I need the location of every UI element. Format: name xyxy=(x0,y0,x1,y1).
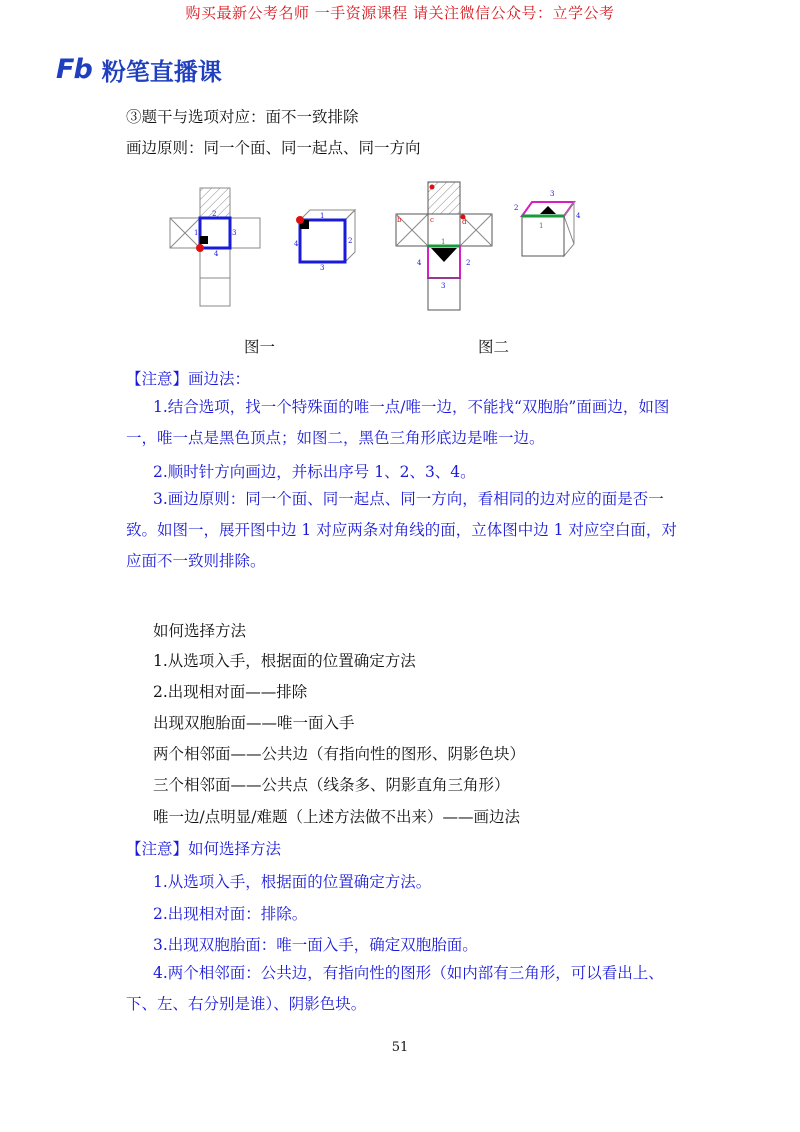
edge-label: 2 xyxy=(212,210,217,218)
method-line: 2.出现相对面——排除 xyxy=(153,683,308,701)
edge-label: 1 xyxy=(441,238,446,246)
note-2-title: 【注意】如何选择方法 xyxy=(126,840,282,858)
edge-label: 2 xyxy=(514,204,519,212)
edge-label: 4 xyxy=(576,212,581,220)
edge-label: 2 xyxy=(466,259,471,267)
figure-2-cube xyxy=(514,190,581,256)
edge-label: 3 xyxy=(550,190,555,198)
note-2-item-3: 3.出现双胞胎面：唯一面入手，确定双胞胎面。 xyxy=(153,936,478,954)
edge-label: 2 xyxy=(348,237,353,245)
note-1-item-3: 3.画边原则：同一个面、同一起点、同一方向，看相同的边对应的面是否一致。如图一，展开图中边 1 对应两条对角线的面，立体图中边 1 对应空白面，对应面不一致则排除。 xyxy=(126,490,677,570)
page-number: 51 xyxy=(391,1040,409,1055)
note-1-title: 【注意】画边法： xyxy=(126,370,251,388)
method-title: 如何选择方法 xyxy=(153,622,247,640)
rule-3: ③题干与选项对应：面不一致排除 xyxy=(126,108,359,126)
edge-label: 1 xyxy=(320,212,325,220)
edge-label: 3 xyxy=(232,229,237,237)
note-2-item-4: 4.两个相邻面：公共边，有指向性的图形（如内部有三角形，可以看出上、下、左、右分别是谁）、阴影色块。 xyxy=(126,964,664,1013)
brand-logo xyxy=(56,52,222,87)
edge-label: 1 xyxy=(539,222,544,230)
figure-1-cube xyxy=(294,210,355,272)
note-1-item-2: 2.顺时针方向画边，并标出序号 1、2、3、4。 xyxy=(153,463,476,481)
note-2-item-2: 2.出现相对面：排除。 xyxy=(153,905,308,923)
logo-text: 粉笔直播课 xyxy=(101,58,222,86)
note-1-item-1: 1.结合选项，找一个特殊面的唯一点/唯一边，不能找“双胞胎”面画边，如图一，唯一点是黑色顶点；如图二，黑色三角形底边是唯一边。 xyxy=(126,398,670,447)
corner-letter: c xyxy=(430,216,434,224)
method-line: 两个相邻面——公共边（有指向性的图形、阴影色块） xyxy=(153,745,526,763)
method-line: 唯一边/点明显/难题（上述方法做不出来）——画边法 xyxy=(153,808,520,826)
edge-label: 1 xyxy=(194,229,199,237)
edge-label: 4 xyxy=(294,240,299,248)
figure-2-caption: 图二 xyxy=(478,338,510,356)
note-2-item-1: 1.从选项入手，根据面的位置确定方法。 xyxy=(153,873,432,891)
figure-2-net xyxy=(396,182,492,310)
method-line: 1.从选项入手，根据面的位置确定方法 xyxy=(153,652,416,670)
edge-label: 3 xyxy=(441,282,446,290)
edge-label: 4 xyxy=(417,259,422,267)
edge-label: 3 xyxy=(320,264,325,272)
figure-1-caption: 图一 xyxy=(244,338,276,356)
edge-principle: 画边原则：同一个面、同一起点、同一方向 xyxy=(126,139,421,157)
method-line: 三个相邻面——公共点（线条多、阴影直角三角形） xyxy=(153,776,510,794)
cube-net-figures xyxy=(160,180,600,320)
top-banner: 购买最新公考名师 一手资源课程 请关注微信公众号：立学公考 xyxy=(185,4,615,22)
corner-letter: d xyxy=(462,218,467,226)
edge-label: 4 xyxy=(214,250,219,258)
figure-1-net xyxy=(170,188,260,306)
method-line: 出现双胞胎面——唯一面入手 xyxy=(153,714,355,732)
fb-logo-mark: Fb xyxy=(56,54,92,85)
corner-letter: b xyxy=(397,216,402,224)
